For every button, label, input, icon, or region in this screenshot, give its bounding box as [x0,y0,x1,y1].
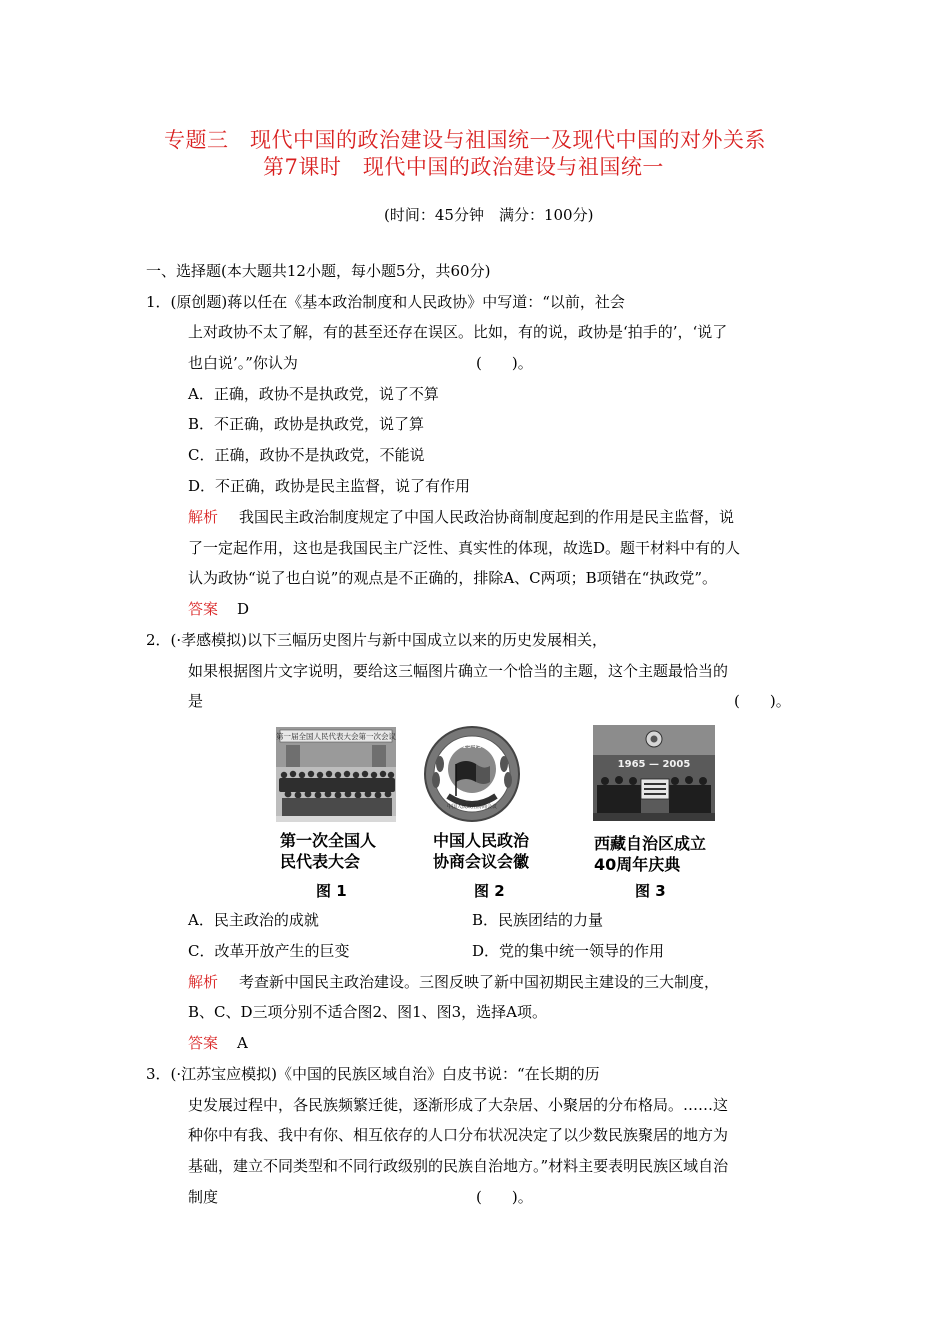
q1-line3: 也白说’。”你认为 [188,354,298,372]
q3-line5: 制度 [188,1188,219,1206]
q2-option-b: B．民族团结的力量 [472,911,604,929]
q3-line4: 基础，建立不同类型和不同行政级别的民族自治地方。”材料主要表明民族区域自治 [188,1157,729,1175]
q1-answer-label: 答案 [188,600,219,618]
q1-analysis-line3: 认为政协“说了也白说”的观点是不正确的，排除A、C两项；B项错在“执政党”。 [188,569,718,587]
figure-3-caption-line1: 西藏自治区成立 [594,834,707,853]
q2-answer-label: 答案 [188,1034,219,1052]
figure-1-banner: 第一届全国人民代表大会第一次会议 [276,732,396,741]
q2-analysis-line1: 考查新中国民主政治建设。三图反映了新中国初期民主建设的三大制度， [239,973,720,991]
q1-analysis-label: 解析 [188,508,219,526]
q1-analysis-line2: 了一定起作用，这也是我国民主广泛性、真实性的体现，故选D。题干材料中有的人 [188,539,741,557]
q2-line1: 2．(·孝感模拟)以下三幅历史图片与新中国成立以来的历史发展相关， [146,631,608,649]
q2-option-a: A．民主政治的成就 [188,911,319,929]
doc-title-line1: 专题三 现代中国的政治建设与祖国统一及现代中国的对外关系 [164,128,766,152]
figure-3-banner: 1965 — 2005 [617,759,691,770]
q1-option-a: A．正确，政协不是执政党，说了不算 [188,385,439,403]
figure-2-caption-line2: 协商会议会徽 [433,852,530,871]
q2-option-c: C．改革开放产生的巨变 [188,942,350,960]
q2-bracket: ( )。 [734,692,791,710]
q1-line1: 1．(原创题)蒋以任在《基本政治制度和人民政协》中写道：“以前，社会 [146,293,625,311]
doc-title-line2: 第7课时 现代中国的政治建设与祖国统一 [263,155,664,179]
figure-2-ring-text: 中国人民政治协商会议 [446,804,498,810]
q2-option-d: D．党的集中统一领导的作用 [472,942,665,960]
q3-bracket: ( )。 [476,1188,533,1206]
q1-line2: 上对政协不太了解，有的甚至还存在误区。比如，有的说，政协是‘拍手的’，‘说了 [188,323,728,341]
q2-line3: 是 [188,692,204,710]
q1-bracket: ( )。 [476,354,533,372]
q3-line2: 史发展过程中，各民族频繁迁徙，逐渐形成了大杂居、小聚居的分布格局。……这 [188,1096,729,1114]
q1-answer: D [237,600,250,618]
q2-line2: 如果根据图片文字说明，要给这三幅图片确立一个恰当的主题，这个主题最恰当的 [188,662,729,680]
figure-2-caption-line1: 中国人民政治 [433,831,530,850]
section-heading: 一、选择题(本大题共12小题，每小题5分，共60分) [146,262,491,280]
figure-1-caption-line2: 民代表大会 [280,852,361,871]
figure-1-photo [276,727,396,822]
figure-3-photo [593,725,715,821]
q2-analysis-line2: B、C、D三项分别不适合图2、图1、图3，选择A项。 [188,1003,547,1021]
q1-analysis-line1: 我国民主政治制度规定了中国人民政治协商制度起到的作用是民主监督，说 [239,508,735,526]
figure-1-caption-line1: 第一次全国人 [280,831,377,850]
q2-answer: A [237,1034,248,1052]
figure-1-label: 图 1 [316,882,347,900]
q1-option-b: B．不正确，政协是执政党，说了算 [188,415,425,433]
figure-2-emblem [418,724,526,824]
q3-line1: 3．(·江苏宝应模拟)《中国的民族区域自治》白皮书说：“在长期的历 [146,1065,600,1083]
figure-3-label: 图 3 [635,882,666,900]
q1-option-c: C．正确，政协不是执政党，不能说 [188,446,425,464]
exam-meta: (时间：45分钟 满分：100分) [384,206,594,224]
figure-2-label: 图 2 [474,882,505,900]
q2-analysis-label: 解析 [188,973,219,991]
q3-line3: 种你中有我、我中有你、相互依存的人口分布状况决定了以少数民族聚居的地方为 [188,1126,729,1144]
figure-2-year: 1949 [461,741,483,750]
q1-option-d: D．不正确，政协是民主监督，说了有作用 [188,477,471,495]
figure-3-caption-line2: 40周年庆典 [594,855,681,874]
